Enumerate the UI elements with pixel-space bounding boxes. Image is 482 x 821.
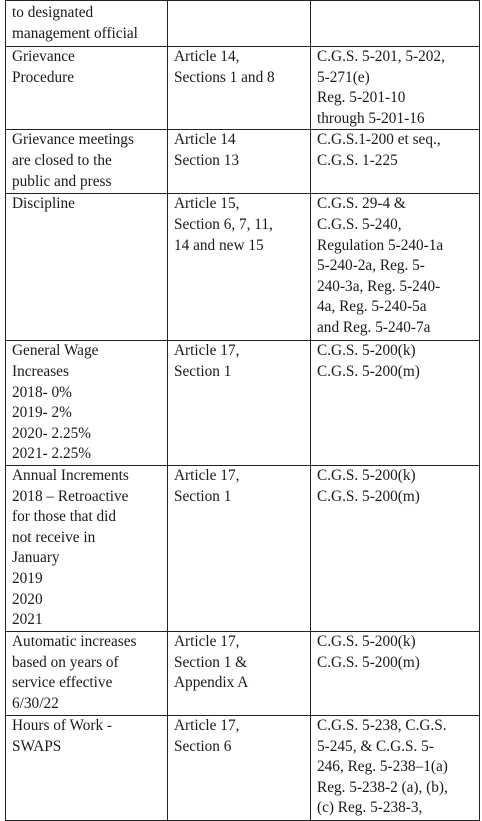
statute-cell xyxy=(311,130,480,194)
cell-line: (c) Reg. 5-238-3, xyxy=(317,799,423,817)
cell-line: Regulation 5-240-1a xyxy=(317,236,444,254)
cell-line: C.G.S. 5-200(m) xyxy=(317,362,420,380)
cell-line: C.G.S. 5-200(k) xyxy=(317,466,416,484)
cell-line: 6/30/22 xyxy=(12,694,59,712)
cell-line: and Reg. 5-240-7a xyxy=(317,318,431,336)
cell-line: Hours of Work - xyxy=(12,716,113,734)
article-cell xyxy=(168,130,311,194)
article-cell xyxy=(168,194,311,341)
cell-line: C.G.S. 29-4 & xyxy=(317,195,406,213)
cell-line: C.G.S. 1-225 xyxy=(317,151,398,169)
cell-line: 5-271(e) xyxy=(317,68,370,86)
cell-line: 14 and new 15 xyxy=(174,236,264,254)
topic-cell xyxy=(6,1,168,47)
contract-statute-table xyxy=(5,0,480,821)
cell-line: 4a, Reg. 5-240-5a xyxy=(317,298,427,316)
cell-line: Annual Increments xyxy=(12,466,129,484)
cell-line: 2020- 2.25% xyxy=(12,424,92,442)
cell-line: January xyxy=(12,549,60,567)
cell-line: management official xyxy=(12,24,138,42)
topic-cell xyxy=(6,47,168,130)
cell-line: C.G.S.1-200 et seq., xyxy=(317,131,441,149)
cell-line: Procedure xyxy=(12,68,75,86)
cell-line: C.G.S. 5-200(m) xyxy=(317,653,420,671)
topic-cell xyxy=(6,130,168,194)
cell-line: Section 6 xyxy=(174,737,232,755)
cell-line: Section 1 xyxy=(174,362,232,380)
cell-line: Article 17, xyxy=(174,632,240,650)
cell-line: Article 17, xyxy=(174,716,240,734)
cell-line: Reg. 5-201-10 xyxy=(317,89,406,107)
cell-line: Section 1 xyxy=(174,487,232,505)
statute-cell xyxy=(311,341,480,466)
cell-line: Section 13 xyxy=(174,151,240,169)
cell-line: C.G.S. 5-238, C.G.S. xyxy=(317,716,447,734)
cell-line: Automatic increases xyxy=(12,632,137,650)
table-row xyxy=(6,715,480,820)
article-cell xyxy=(168,715,311,820)
topic-cell xyxy=(6,341,168,466)
topic-cell xyxy=(6,631,168,715)
cell-line: Grievance meetings xyxy=(12,131,134,149)
cell-line: General Wage xyxy=(12,342,99,360)
statute-cell xyxy=(311,47,480,130)
cell-line: Section 6, 7, 11, xyxy=(174,215,273,233)
cell-line: Section 1 & xyxy=(174,653,248,671)
table-row xyxy=(6,341,480,466)
cell-line: 5-245, & C.G.S. 5- xyxy=(317,737,434,755)
cell-line: public and press xyxy=(12,172,112,190)
table-row xyxy=(6,47,480,130)
cell-line: Reg. 5-238-2 (a), (b), xyxy=(317,778,448,796)
cell-line: Grievance xyxy=(12,48,75,65)
cell-line: 2021- 2.25% xyxy=(12,445,92,463)
cell-line: C.G.S. 5-200(k) xyxy=(317,342,416,360)
table-row xyxy=(6,194,480,341)
cell-line: SWAPS xyxy=(12,737,62,755)
article-cell xyxy=(168,465,311,631)
cell-line: Article 15, xyxy=(174,195,240,213)
article-cell xyxy=(168,1,311,47)
cell-line: service effective xyxy=(12,674,113,692)
cell-line: C.G.S. 5-240, xyxy=(317,215,402,233)
cell-line: to designated xyxy=(12,4,94,21)
cell-line: not receive in xyxy=(12,528,96,546)
statute-cell xyxy=(311,715,480,820)
article-cell xyxy=(168,631,311,715)
cell-line: 240-3a, Reg. 5-240- xyxy=(317,277,441,295)
cell-line: 2020 xyxy=(12,590,43,608)
cell-line: Article 14, xyxy=(174,48,240,65)
cell-line: Discipline xyxy=(12,195,75,213)
cell-line: 2018- 0% xyxy=(12,383,72,401)
table-row xyxy=(6,1,480,47)
table-row xyxy=(6,465,480,631)
cell-line: 2019- 2% xyxy=(12,404,72,422)
statute-cell xyxy=(311,194,480,341)
cell-line: through 5-201-16 xyxy=(317,109,425,127)
cell-line: Article 17, xyxy=(174,342,240,360)
cell-line: based on years of xyxy=(12,653,119,671)
cell-line: Article 14 xyxy=(174,131,236,149)
topic-cell xyxy=(6,194,168,341)
cell-line: Article 17, xyxy=(174,466,240,484)
cell-line: 2019 xyxy=(12,569,43,587)
cell-line: are closed to the xyxy=(12,151,112,169)
cell-line: Increases xyxy=(12,362,69,380)
topic-cell xyxy=(6,715,168,820)
statute-cell xyxy=(311,631,480,715)
cell-line: Appendix A xyxy=(174,674,249,692)
cell-line: 2021 xyxy=(12,611,43,629)
article-cell xyxy=(168,47,311,130)
cell-line: C.G.S. 5-200(k) xyxy=(317,632,416,650)
table-row xyxy=(6,631,480,715)
statute-cell xyxy=(311,465,480,631)
table-row xyxy=(6,130,480,194)
statute-cell xyxy=(311,1,480,47)
cell-line: for those that did xyxy=(12,508,117,526)
cell-line: C.G.S. 5-201, 5-202, xyxy=(317,48,445,65)
article-cell xyxy=(168,341,311,466)
topic-cell xyxy=(6,465,168,631)
cell-line: 246, Reg. 5-238–1(a) xyxy=(317,758,448,776)
cell-line: 2018 – Retroactive xyxy=(12,487,129,505)
cell-line: Sections 1 and 8 xyxy=(174,68,275,86)
cell-line: 5-240-2a, Reg. 5- xyxy=(317,257,425,275)
cell-line: C.G.S. 5-200(m) xyxy=(317,487,420,505)
